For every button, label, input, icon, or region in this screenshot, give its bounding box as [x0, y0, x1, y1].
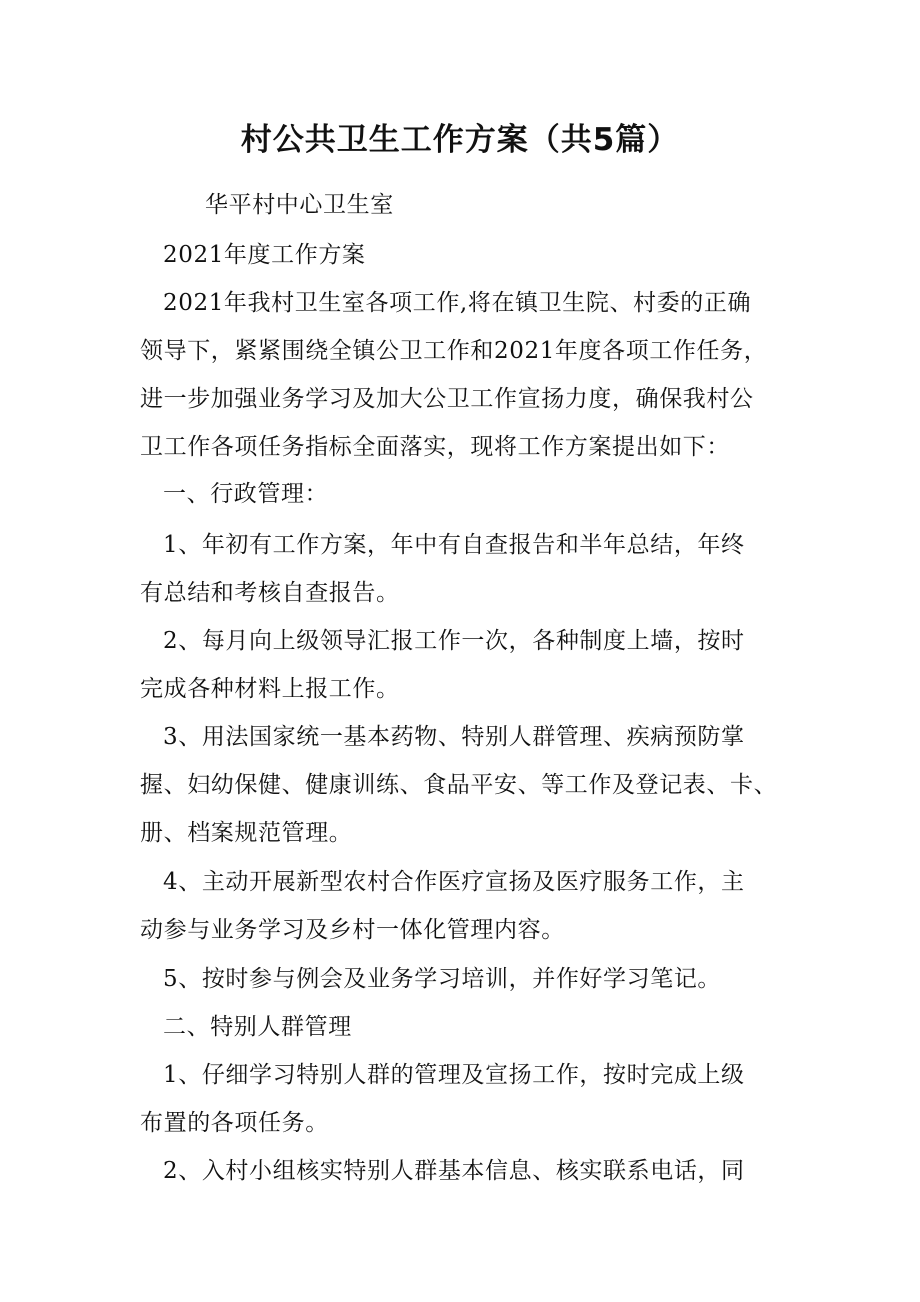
text-line: 1、年初有工作方案，年中有自查报告和半年总结，年终 [163, 532, 745, 558]
text-line: 完成各种材料上报工作。 [140, 676, 400, 702]
text-line: 领导下，紧紧围绕全镇公卫工作和2021年度各项工作任务， [140, 338, 768, 364]
section-heading-admin: 一、行政管理： [163, 481, 329, 507]
text-line: 布置的各项任务。 [140, 1110, 329, 1136]
text-line: 3、用法国家统一基本药物、特别人群管理、疾病预防掌 [163, 724, 745, 750]
text-line: 有总结和考核自查报告。 [140, 580, 400, 606]
text-line: 5、按时参与例会及业务学习培训，并作好学习笔记。 [163, 966, 722, 992]
text-line: 册、档案规范管理。 [140, 820, 353, 846]
text-line-org: 华平村中心卫生室 [205, 192, 394, 218]
text-line: 1、仔细学习特别人群的管理及宣扬工作，按时完成上级 [163, 1062, 745, 1088]
text-line: 动参与业务学习及乡村一体化管理内容。 [140, 917, 565, 943]
text-line: 4、主动开展新型农村合作医疗宣扬及医疗服务工作，主 [163, 869, 745, 895]
text-line: 2、入村小组核实特别人群基本信息、核实联系电话，同 [163, 1158, 745, 1184]
text-line: 握、妇幼保健、健康训练、食品平安、等工作及登记表、卡、 [140, 772, 778, 798]
document-title: 村公共卫生工作方案（共5篇） [240, 122, 680, 158]
text-line-plan-year: 2021年度工作方案 [163, 242, 366, 268]
text-line: 卫工作各项任务指标全面落实，现将工作方案提出如下： [140, 434, 730, 460]
text-line: 2021年我村卫生室各项工作,将在镇卫生院、村委的正确 [163, 290, 752, 316]
section-heading-special-groups: 二、特别人群管理 [163, 1014, 352, 1040]
text-line: 进一步加强业务学习及加大公卫工作宣扬力度，确保我村公 [140, 386, 754, 412]
text-line: 2、每月向上级领导汇报工作一次，各种制度上墙，按时 [163, 628, 745, 654]
